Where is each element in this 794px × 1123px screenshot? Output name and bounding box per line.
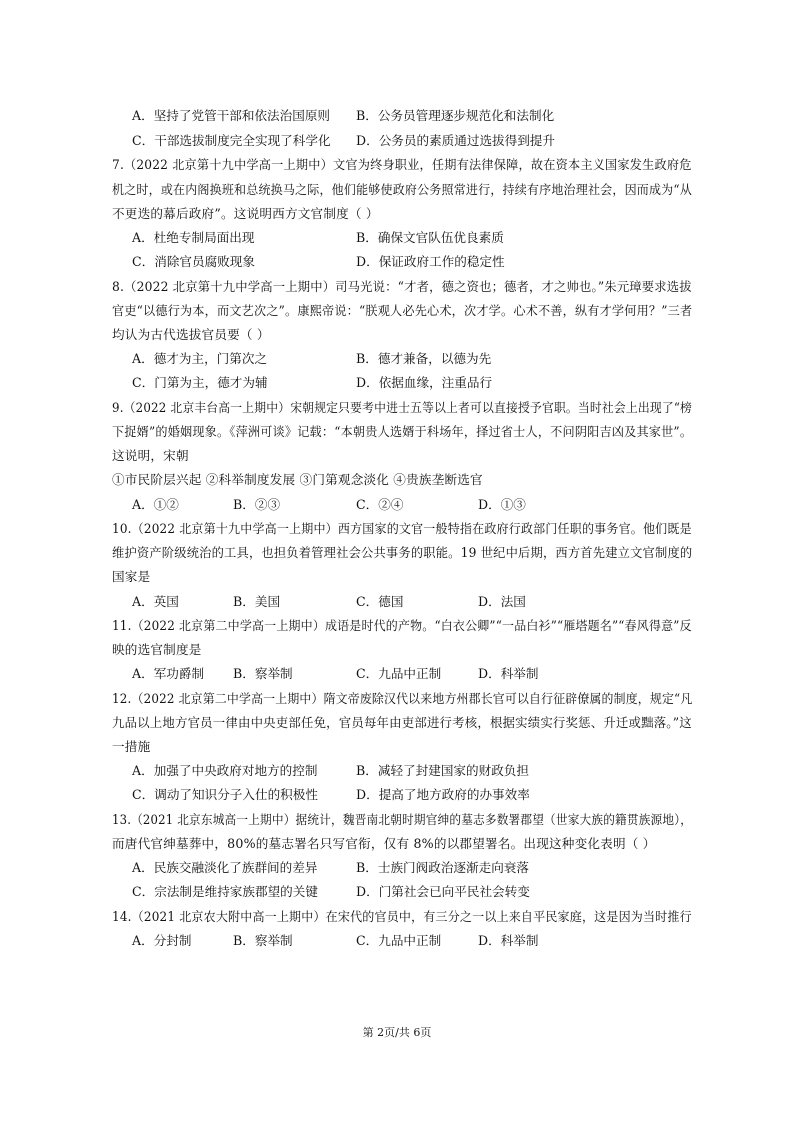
q14-stem-line-1: 14.（2021 北京农大附中高一上期中）在宋代的官员中，有三分之一以上来自平民家庭，这是因为当时推行 [112, 909, 692, 924]
page-number-footer: 第 2页/共 6页 [362, 1026, 432, 1039]
q13-stem-line-2: 而唐代官绅墓葬中，80%的墓志署名只写官衔，仅有 8%的以郡望署名。出现这种变化表明（ ） [112, 836, 656, 851]
q13-option-c: C．宗法制是维持家族郡望的关键 [132, 884, 318, 899]
q12-option-d: D．提高了地方政府的办事效率 [356, 787, 530, 802]
q11-option-c: C．九品中正制 [356, 666, 442, 681]
q9-option-b: B．②③ [233, 497, 281, 512]
q14-option-c: C．九品中正制 [356, 933, 442, 948]
q9-stem-line-3: 这说明，宋朝 [112, 448, 189, 463]
q9-option-d: D．①③ [478, 497, 526, 512]
q10-option-c: C．德国 [356, 594, 404, 609]
q13-stem-line-1: 13.（2021 北京东城高一上期中）据统计，魏晋南北朝时期官绅的墓志多数署郡望（世家大族的籍贯族源地）， [112, 812, 693, 827]
q13-option-a: A．民族交融淡化了族群间的差异 [132, 860, 318, 875]
q10-option-b: B．美国 [233, 594, 281, 609]
q8-option-a: A．德才为主，门第次之 [132, 351, 268, 366]
q14-option-d: D．科举制 [478, 933, 539, 948]
q7-stem-line-2: 机之时，或在内阁换班和总统换马之际，他们能够使政府公务照常进行，持续有序地治理社会，因而成为“从 [112, 182, 692, 197]
q6-option-b: B．公务员管理逐步规范化和法制化 [356, 108, 555, 123]
q10-option-a: A．英国 [132, 594, 179, 609]
q12-stem-line-2: 九品以上地方官员一律由中央吏部任免，官员每年由吏部进行考核，根据实绩实行奖惩、升迁或黜落。”这 [112, 715, 692, 730]
q12-option-c: C．调动了知识分子入仕的积极性 [132, 787, 318, 802]
q7-option-c: C．消除官员腐败现象 [132, 254, 255, 269]
q9-stem-line-1: 9.（2022 北京丰台高一上期中）宋朝规定只要考中进士五等以上者可以直接授予官职。当时社会上出现了“榜 [112, 400, 693, 415]
q7-option-a: A．杜绝专制局面出现 [132, 230, 255, 245]
q11-option-b: B．察举制 [233, 666, 293, 681]
q13-option-d: D．门第社会已向平民社会转变 [356, 884, 530, 899]
q6-option-c: C．干部选拔制度完全实现了科学化 [132, 133, 331, 148]
q11-stem-line-2: 映的选官制度是 [112, 642, 202, 657]
q6-option-a: A．坚持了党管干部和依法治国原则 [132, 108, 331, 123]
q7-stem-line-1: 7.（2022 北京第十九中学高一上期中）文官为终身职业，任期有法律保障，故在资本主义国家发生政府危 [112, 157, 692, 172]
q8-option-b: B．德才兼备，以德为先 [356, 351, 492, 366]
q8-stem-line-3: 均认为古代选拔官员要（ ） [112, 327, 270, 342]
q12-option-a: A．加强了中央政府对地方的控制 [132, 763, 318, 778]
q9-statements: ①市民阶层兴起 ②科举制度发展 ③门第观念淡化 ④贵族垄断选官 [112, 472, 483, 487]
q7-option-b: B．确保文官队伍优良素质 [356, 230, 504, 245]
q11-option-d: D．科举制 [478, 666, 539, 681]
q12-stem-line-1: 12.（2022 北京第二中学高一上期中）隋文帝废除汉代以来地方州郡长官可以自行征辟僚属的制度，规定“凡 [112, 691, 693, 706]
q6-option-d: D．公务员的素质通过选拔得到提升 [356, 133, 556, 148]
q8-option-c: C．门第为主，德才为辅 [132, 375, 268, 390]
q11-stem-line-1: 11.（2022 北京第二中学高一上期中）成语是时代的产物。“白衣公卿”“一品白衫”“雁塔题名”“春风得意”反 [112, 618, 692, 633]
q7-stem-line-3: 不更迭的幕后政府”。这说明西方文官制度（ ） [112, 206, 379, 221]
q12-option-b: B．减轻了封建国家的财政负担 [356, 763, 529, 778]
q13-option-b: B．士族门阀政治逐渐走向衰落 [356, 860, 529, 875]
q8-stem-line-2: 官吏“以德行为本，而文艺次之”。康熙帝说：“朕观人必先心术，次才学。心术不善，纵有才学何用？”三者 [112, 303, 693, 318]
q9-stem-line-2: 下捉婿”的婚姻现象。《萍洲可谈》记载：“本朝贵人选婿于科场年，择过省士人，不问阴阳吉凶及其家世”。 [112, 424, 693, 439]
q9-option-c: C．②④ [356, 497, 404, 512]
q12-stem-line-3: 一措施 [112, 739, 151, 754]
q9-option-a: A．①② [132, 497, 179, 512]
q10-option-d: D．法国 [478, 594, 526, 609]
q14-option-b: B．察举制 [233, 933, 293, 948]
q14-option-a: A．分封制 [132, 933, 192, 948]
q10-stem-line-2: 维护资产阶级统治的工具，也担负着管理社会公共事务的职能。19 世纪中后期，西方首先建立文官制度的 [112, 545, 693, 560]
q11-option-a: A．军功爵制 [132, 666, 205, 681]
q10-stem-line-1: 10.（2022 北京第十九中学高一上期中）西方国家的文官一般特指在政府行政部门任职的事务官。他们既是 [112, 521, 692, 536]
q10-stem-line-3: 国家是 [112, 569, 151, 584]
q8-option-d: D．依据血缘，注重品行 [356, 375, 493, 390]
q8-stem-line-1: 8.（2022 北京第十九中学高一上期中）司马光说：“才者，德之资也；德者，才之帅也。”朱元璋要求选拔 [112, 279, 692, 294]
q7-option-d: D．保证政府工作的稳定性 [356, 254, 505, 269]
